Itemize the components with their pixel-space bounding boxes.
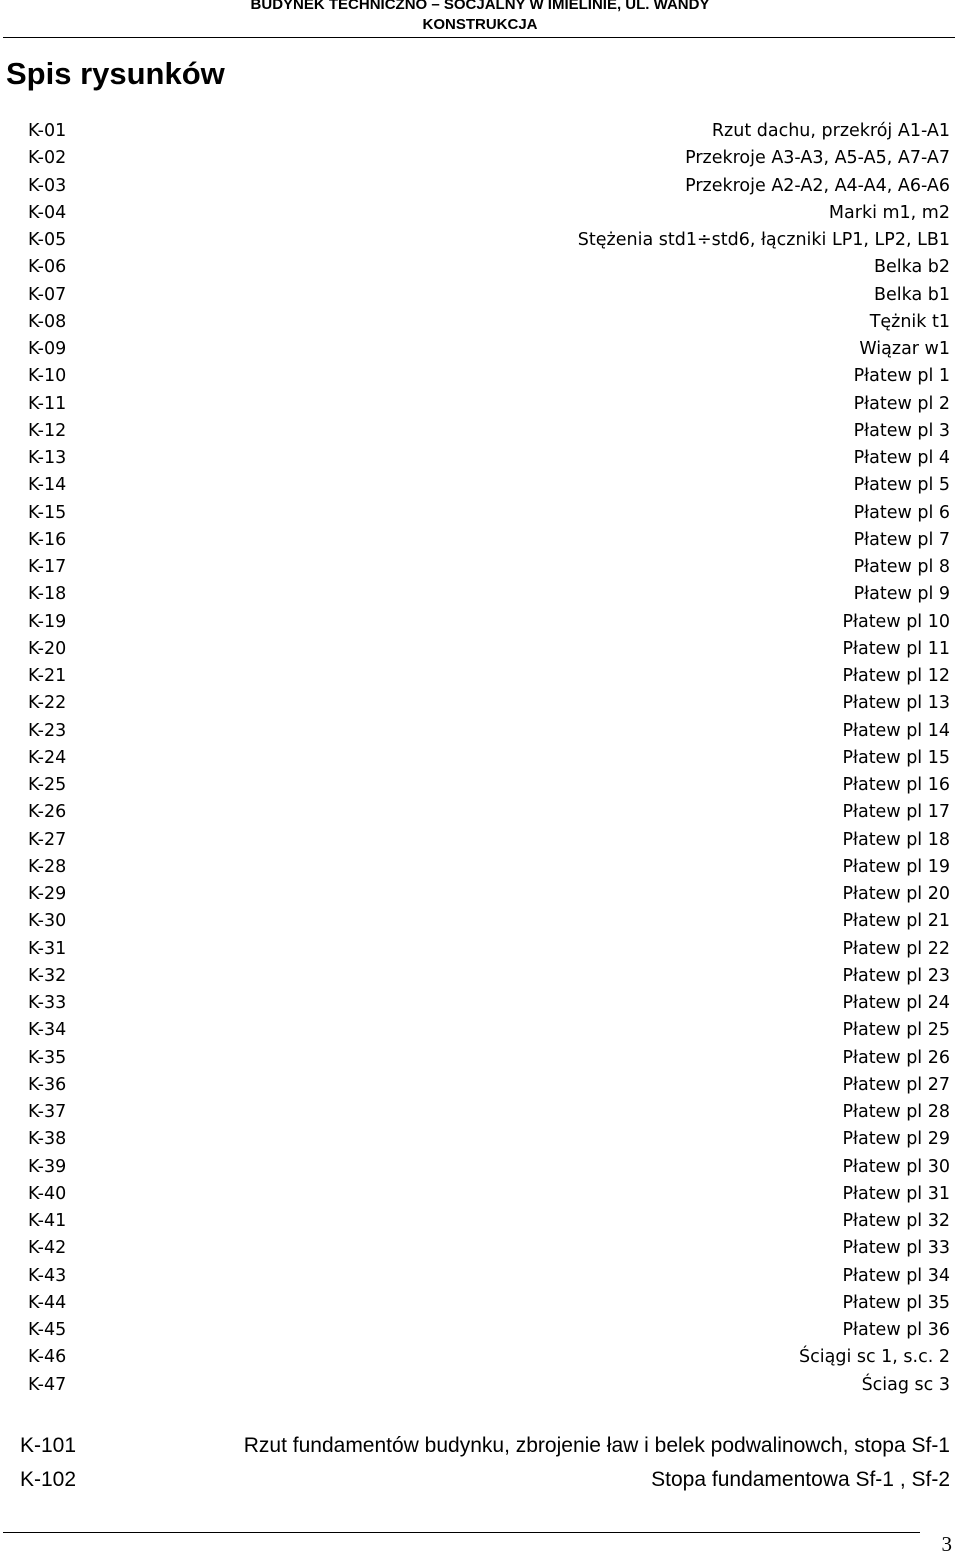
drawing-code: K-30 — [28, 911, 67, 932]
drawing-code: K-36 — [28, 1074, 67, 1095]
drawing-code: K-05 — [28, 230, 67, 250]
drawing-row — [0, 908, 960, 935]
drawing-code: K-47 — [28, 1374, 67, 1395]
drawing-row — [0, 799, 960, 826]
drawing-row — [0, 1372, 960, 1399]
header-project-name: BUDYNEK TECHNICZNO – SOCJALNY W IMIELINIE, UL. WANDY — [250, 0, 710, 13]
drawing-code: K-19 — [28, 611, 67, 632]
drawing-description: Płatew pl 7 — [853, 529, 950, 550]
drawing-row — [0, 1290, 960, 1317]
drawing-description: Płatew pl 9 — [853, 584, 950, 605]
drawing-code: K-20 — [28, 638, 67, 659]
drawing-row — [0, 1430, 960, 1464]
drawing-row — [0, 554, 960, 581]
drawing-row — [0, 609, 960, 636]
drawing-description: Przekroje A2-A2, A4-A4, A6-A6 — [685, 175, 950, 196]
drawing-row — [0, 1208, 960, 1235]
drawing-description: Płatew pl 23 — [842, 965, 950, 986]
drawing-code: K-11 — [28, 393, 67, 414]
drawing-code: K-01 — [28, 121, 67, 141]
drawing-code: K-27 — [28, 829, 67, 850]
drawing-description: Płatew pl 25 — [842, 1020, 950, 1041]
drawing-description: Płatew pl 5 — [853, 475, 950, 496]
drawing-code: K-26 — [28, 802, 67, 823]
drawing-code: K-34 — [28, 1020, 67, 1041]
drawing-row — [0, 391, 960, 418]
drawing-code: K-08 — [28, 311, 67, 332]
drawing-code: K-23 — [28, 720, 67, 741]
drawing-row — [0, 254, 960, 281]
drawing-description: Płatew pl 24 — [842, 993, 950, 1013]
drawing-row — [0, 200, 960, 227]
drawing-description: Płatew pl 13 — [842, 693, 950, 714]
drawing-row — [0, 1045, 960, 1072]
drawing-row — [0, 1263, 960, 1290]
drawing-code: K-28 — [28, 856, 67, 877]
drawing-code: K-37 — [28, 1102, 67, 1122]
drawing-code: K-38 — [28, 1129, 67, 1150]
drawing-description: Płatew pl 4 — [853, 448, 950, 468]
drawing-row — [0, 690, 960, 717]
drawing-list — [0, 118, 960, 1399]
drawing-row — [0, 173, 960, 200]
drawing-description: Płatew pl 29 — [842, 1129, 950, 1150]
drawing-row — [0, 772, 960, 799]
drawing-row — [0, 1126, 960, 1153]
drawing-description: Tężnik t1 — [869, 311, 950, 332]
drawing-description: Płatew pl 1 — [853, 366, 950, 387]
page-title: Spis rysunków — [6, 56, 225, 91]
drawing-row — [0, 118, 960, 145]
drawing-code: K-45 — [28, 1320, 67, 1340]
drawing-description: Ściągi sc 1, s.c. 2 — [799, 1347, 950, 1368]
drawing-description: Płatew pl 35 — [842, 1292, 950, 1313]
drawing-row — [0, 581, 960, 608]
drawing-description: Płatew pl 22 — [842, 938, 950, 959]
drawing-description: Płatew pl 11 — [842, 638, 950, 659]
drawing-description: Płatew pl 10 — [842, 611, 950, 632]
drawing-code: K-18 — [28, 584, 67, 605]
drawing-description: Płatew pl 8 — [853, 557, 950, 577]
drawing-description: Ściag sc 3 — [861, 1374, 950, 1395]
drawing-code: K-15 — [28, 502, 67, 523]
drawing-code: K-04 — [28, 202, 67, 223]
drawing-code: K-10 — [28, 366, 67, 387]
drawing-row — [0, 663, 960, 690]
drawing-description: Belka b1 — [874, 284, 950, 305]
drawing-description: Płatew pl 16 — [842, 775, 950, 795]
drawing-description: Rzut dachu, przekrój A1-A1 — [711, 121, 950, 141]
drawing-code: K-44 — [28, 1292, 67, 1313]
drawing-row — [0, 1181, 960, 1208]
drawing-row — [0, 445, 960, 472]
drawing-description: Płatew pl 28 — [842, 1102, 950, 1122]
drawing-code: K-39 — [28, 1156, 67, 1177]
drawing-code: K-07 — [28, 284, 67, 305]
drawing-row — [0, 1017, 960, 1044]
drawing-description: Płatew pl 2 — [853, 393, 950, 414]
drawing-row — [0, 227, 960, 254]
drawing-description: Stężenia std1÷std6, łączniki LP1, LP2, LB1 — [577, 230, 950, 250]
drawing-code: K-42 — [28, 1238, 67, 1259]
drawing-row — [0, 963, 960, 990]
drawing-code: K-24 — [28, 747, 67, 768]
header-divider — [3, 37, 955, 38]
drawing-code: K-09 — [28, 339, 67, 359]
drawing-description: Płatew pl 32 — [842, 1211, 950, 1231]
drawing-description: Przekroje A3-A3, A5-A5, A7-A7 — [685, 148, 950, 169]
drawing-description: Rzut fundamentów budynku, zbrojenie ław i belek podwalinowch, stopa Sf-1 — [243, 1434, 950, 1457]
drawing-code: K-31 — [28, 938, 67, 959]
drawing-description: Stopa fundamentowa Sf-1 , Sf-2 — [651, 1468, 950, 1491]
drawing-row — [0, 990, 960, 1017]
drawing-row — [0, 309, 960, 336]
drawing-row — [0, 854, 960, 881]
drawing-code: K-22 — [28, 693, 67, 714]
drawing-description: Płatew pl 30 — [842, 1156, 950, 1177]
drawing-row — [0, 1154, 960, 1181]
drawing-description: Płatew pl 34 — [842, 1265, 950, 1286]
drawing-code: K-16 — [28, 529, 67, 550]
drawing-code: K-41 — [28, 1211, 67, 1231]
drawing-description: Płatew pl 20 — [842, 884, 950, 904]
drawing-row — [0, 500, 960, 527]
foundation-drawing-list — [0, 1430, 960, 1498]
drawing-description: Płatew pl 6 — [853, 502, 950, 523]
drawing-row — [0, 472, 960, 499]
drawing-code: K-03 — [28, 175, 67, 196]
drawing-description: Płatew pl 33 — [842, 1238, 950, 1259]
drawing-code: K-40 — [28, 1183, 67, 1204]
page-number: 3 — [941, 1532, 952, 1556]
drawing-code: K-21 — [28, 666, 67, 686]
drawing-row — [0, 936, 960, 963]
drawing-description: Płatew pl 3 — [853, 420, 950, 441]
drawing-row — [0, 1072, 960, 1099]
drawing-row — [0, 636, 960, 663]
drawing-code: K-35 — [28, 1047, 67, 1068]
drawing-code: K-13 — [28, 448, 67, 468]
drawing-row — [0, 336, 960, 363]
drawing-description: Płatew pl 26 — [842, 1047, 950, 1068]
drawing-description: Płatew pl 15 — [842, 747, 950, 768]
drawing-code: K-32 — [28, 965, 67, 986]
drawing-row — [0, 745, 960, 772]
drawing-code: K-17 — [28, 557, 67, 577]
drawing-code: K-102 — [20, 1468, 77, 1491]
drawing-code: K-25 — [28, 775, 67, 795]
drawing-code: K-101 — [20, 1434, 77, 1457]
drawing-description: Płatew pl 21 — [842, 911, 950, 932]
drawing-description: Belka b2 — [874, 257, 950, 278]
drawing-code: K-02 — [28, 148, 67, 169]
drawing-code: K-43 — [28, 1265, 67, 1286]
drawing-description: Płatew pl 31 — [842, 1183, 950, 1204]
drawing-row — [0, 1464, 960, 1498]
footer-divider — [3, 1532, 920, 1533]
drawing-code: K-33 — [28, 993, 67, 1013]
drawing-description: Marki m1, m2 — [828, 202, 950, 223]
drawing-row — [0, 827, 960, 854]
drawing-description: Wiązar w1 — [859, 339, 950, 359]
drawing-row — [0, 527, 960, 554]
drawing-row — [0, 881, 960, 908]
drawing-row — [0, 718, 960, 745]
drawing-row — [0, 363, 960, 390]
drawing-description: Płatew pl 17 — [842, 802, 950, 823]
drawing-code: K-14 — [28, 475, 67, 496]
drawing-row — [0, 1235, 960, 1262]
drawing-code: K-06 — [28, 257, 67, 278]
drawing-description: Płatew pl 36 — [842, 1320, 950, 1340]
drawing-description: Płatew pl 27 — [842, 1074, 950, 1095]
drawing-row — [0, 282, 960, 309]
drawing-row — [0, 1317, 960, 1344]
drawing-description: Płatew pl 18 — [842, 829, 950, 850]
drawing-row — [0, 1344, 960, 1371]
drawing-description: Płatew pl 19 — [842, 856, 950, 877]
drawing-code: K-29 — [28, 884, 67, 904]
drawing-row — [0, 1099, 960, 1126]
drawing-code: K-46 — [28, 1347, 67, 1368]
drawing-row — [0, 418, 960, 445]
drawing-row — [0, 145, 960, 172]
drawing-description: Płatew pl 14 — [842, 720, 950, 741]
drawing-code: K-12 — [28, 420, 67, 441]
header-section-name: KONSTRUKCJA — [422, 16, 538, 33]
drawing-description: Płatew pl 12 — [842, 666, 950, 686]
